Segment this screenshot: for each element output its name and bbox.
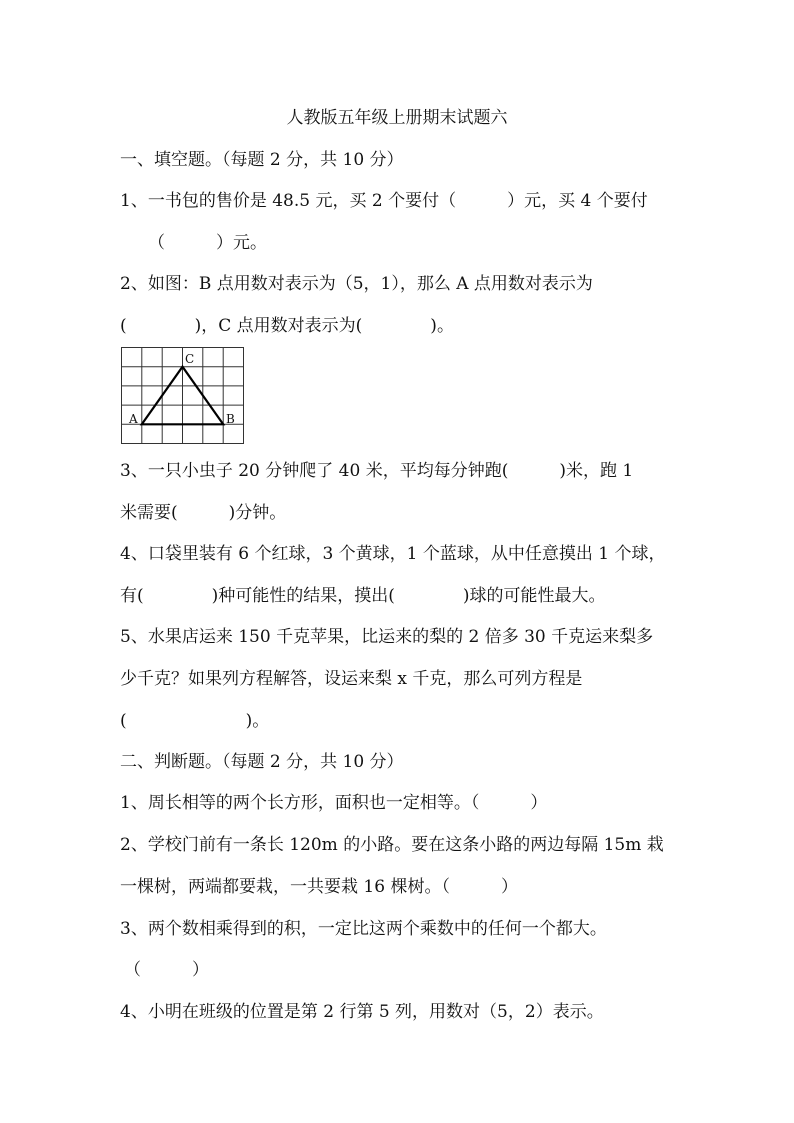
s1-q4-line1: 4、口袋里装有 6 个红球，3 个黄球，1 个蓝球，从中任意摸出 1 个球， — [120, 544, 666, 564]
point-a-label: A — [129, 412, 138, 426]
s1-q3-line1: 3、一只小虫子 20 分钟爬了 40 米，平均每分钟跑( )米，跑 1 — [120, 461, 634, 481]
s1-q2-line1: 2、如图：B 点用数对表示为（5，1），那么 A 点用数对表示为 — [120, 274, 593, 294]
s1-q5-line3: ( )。 — [120, 711, 270, 731]
point-c-label: C — [185, 352, 195, 366]
s2-q2-line2: 一棵树，两端都要栽，一共要栽 16 棵树。（ ） — [120, 877, 518, 897]
s2-q4-line1: 4、小明在班级的位置是第 2 行第 5 列，用数对（5，2）表示。 — [120, 1002, 604, 1022]
s1-q1-line1: 1、一书包的售价是 48.5 元，买 2 个要付（ ）元，买 4 个要付 — [120, 191, 648, 211]
section-1-heading: 一、填空题。（每题 2 分，共 10 分） — [120, 150, 404, 170]
s2-q3-line1: 3、两个数相乘得到的积，一定比这两个乘数中的任何一个都大。 — [120, 919, 607, 939]
s1-q2-line2: ( )，C 点用数对表示为( )。 — [120, 316, 454, 336]
s2-q3-line2: （ ） — [124, 960, 209, 980]
page-title: 人教版五年级上册期末试题六 — [286, 108, 508, 128]
s1-q3-line2: 米需要( )分钟。 — [120, 503, 287, 523]
s2-q2-line1: 2、学校门前有一条长 120m 的小路。要在这条小路的两边每隔 15m 栽 — [120, 835, 664, 855]
section-2-heading: 二、判断题。（每题 2 分，共 10 分） — [120, 752, 404, 772]
s1-q5-line1: 5、水果店运来 150 千克苹果，比运来的梨的 2 倍多 30 千克运来梨多 — [120, 627, 654, 647]
coordinate-grid-figure — [116, 344, 248, 446]
grid-svg — [116, 344, 248, 446]
s1-q1-line2: （ ）元。 — [148, 233, 267, 253]
point-b-label: B — [226, 412, 235, 426]
grid-lines — [122, 348, 244, 444]
s2-q1-line1: 1、周长相等的两个长方形，面积也一定相等。（ ） — [120, 793, 548, 813]
s1-q5-line2: 少千克？如果列方程解答，设运来梨 x 千克，那么可列方程是 — [120, 669, 583, 689]
s1-q4-line2: 有( )种可能性的结果，摸出( )球的可能性最大。 — [120, 586, 606, 606]
